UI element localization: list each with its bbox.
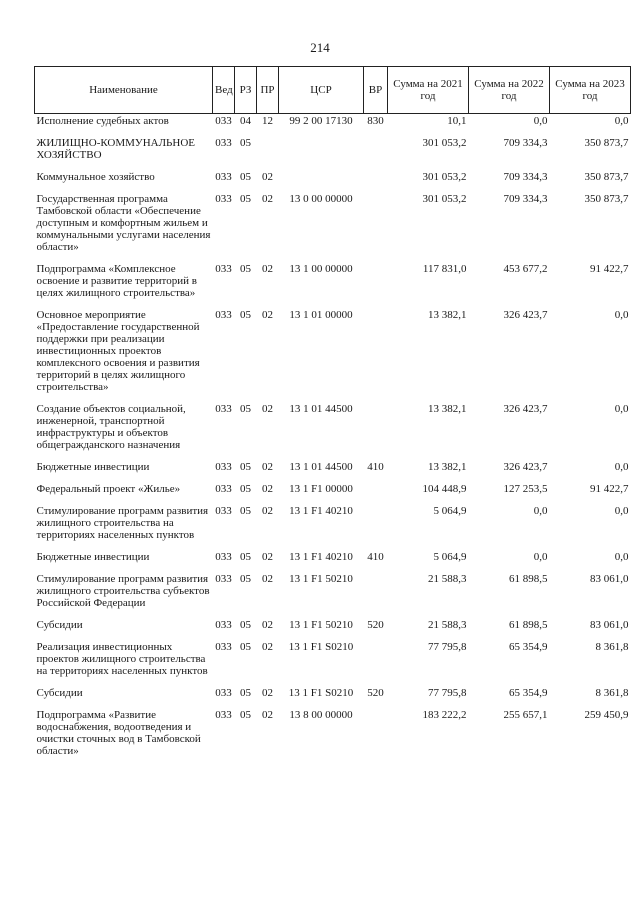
row-spacer	[35, 162, 631, 170]
row-sum-2021: 77 795,8	[428, 687, 467, 699]
row-sum-2023: 0,0	[614, 551, 629, 563]
row-rz: 05	[240, 687, 251, 699]
row-spacer-cell	[35, 184, 631, 192]
row-sum-2022: 326 423,7	[503, 309, 548, 321]
row-ved: 033	[215, 687, 232, 699]
row-csr: 13 1 F1 40210	[289, 551, 353, 563]
row-sum-2023: 350 873,7	[584, 193, 629, 205]
row-spacer	[35, 300, 631, 308]
row-pr: 02	[262, 505, 273, 517]
row-spacer	[35, 678, 631, 686]
table-row	[35, 708, 631, 758]
row-vr: 410	[367, 461, 384, 473]
row-vr	[364, 192, 388, 254]
row-spacer	[35, 394, 631, 402]
row-name: Коммунальное хозяйство	[36, 171, 155, 183]
row-sum-2021: 21 588,3	[428, 573, 467, 585]
row-name: Основное мероприятие «Предоставление государственной поддержки при реализации инвестиционных проектов комплексного освоения и развития территорий в целях жилищного строительства»	[36, 309, 200, 393]
row-name: Стимулирование программ развития жилищного строительства субъектов Российской Федерации	[36, 573, 210, 609]
table-row	[35, 402, 631, 452]
row-rz: 05	[240, 573, 251, 585]
row-sum-2021: 77 795,8	[428, 641, 467, 653]
row-vr: 520	[367, 619, 384, 631]
row-ved: 033	[215, 573, 232, 585]
row-spacer	[35, 474, 631, 482]
row-spacer-cell	[35, 758, 631, 766]
row-sum-2022: 65 354,9	[509, 641, 548, 653]
row-ved: 033	[215, 551, 232, 563]
row-rz: 05	[240, 709, 251, 721]
row-name: Создание объектов социальной, инженерной, транспортной инфраструктуры и объектов общегражданского назначения	[36, 403, 186, 451]
row-sum-2021: 301 053,2	[422, 137, 467, 149]
row-sum-2021: 104 448,9	[422, 483, 467, 495]
row-sum-2023: 0,0	[614, 403, 629, 415]
row-csr: 13 1 F1 50210	[289, 619, 353, 631]
row-name: Бюджетные инвестиции	[36, 551, 150, 563]
row-sum-2022: 709 334,3	[503, 171, 548, 183]
row-ved: 033	[215, 193, 232, 205]
row-csr: 13 1 F1 00000	[289, 483, 353, 495]
row-name: Исполнение судебных актов	[36, 115, 169, 127]
row-csr: 13 8 00 00000	[289, 709, 353, 721]
row-pr	[257, 136, 279, 162]
row-rz: 05	[240, 505, 251, 517]
row-vr	[364, 170, 388, 184]
row-ved: 033	[215, 403, 232, 415]
row-name: Федеральный проект «Жилье»	[36, 483, 181, 495]
row-sum-2021: 183 222,2	[422, 709, 467, 721]
row-csr: 99 2 00 17130	[289, 115, 353, 127]
row-vr	[364, 640, 388, 678]
table-row	[35, 308, 631, 394]
row-sum-2023: 8 361,8	[595, 687, 629, 699]
row-sum-2023: 259 450,9	[584, 709, 629, 721]
row-spacer	[35, 542, 631, 550]
table-header	[35, 67, 631, 114]
row-rz: 05	[240, 193, 251, 205]
row-ved: 033	[215, 309, 232, 321]
budget-table	[34, 66, 631, 766]
header-ved: Вед	[213, 67, 235, 114]
row-spacer	[35, 254, 631, 262]
row-ved: 033	[215, 483, 232, 495]
row-rz: 05	[240, 137, 251, 149]
header-sum-2021: Сумма на 2021 год	[388, 67, 469, 114]
header-vr: ВР	[364, 67, 388, 114]
row-sum-2021: 21 588,3	[428, 619, 467, 631]
row-ved: 033	[215, 709, 232, 721]
row-spacer-cell	[35, 254, 631, 262]
row-csr: 13 1 F1 S0210	[288, 687, 354, 699]
row-ved: 033	[215, 461, 232, 473]
table-row	[35, 640, 631, 678]
row-rz: 04	[240, 115, 251, 127]
row-pr: 02	[262, 551, 273, 563]
row-rz: 05	[240, 403, 251, 415]
row-spacer-cell	[35, 128, 631, 136]
table-row	[35, 192, 631, 254]
row-sum-2023: 8 361,8	[595, 641, 629, 653]
row-spacer-cell	[35, 564, 631, 572]
row-sum-2022: 65 354,9	[509, 687, 548, 699]
table-row	[35, 572, 631, 610]
row-spacer	[35, 496, 631, 504]
row-name: Реализация инвестиционных проектов жилищного строительства на территориях населенных пунктов	[36, 641, 208, 677]
row-vr	[364, 482, 388, 496]
row-vr	[364, 262, 388, 300]
row-csr	[279, 136, 364, 162]
row-pr: 02	[262, 573, 273, 585]
row-pr: 02	[262, 619, 273, 631]
row-ved: 033	[215, 137, 232, 149]
row-pr: 02	[262, 709, 273, 721]
header-pr: ПР	[257, 67, 279, 114]
table-row	[35, 686, 631, 700]
row-pr: 02	[262, 641, 273, 653]
row-sum-2022: 453 677,2	[503, 263, 548, 275]
row-sum-2023: 83 061,0	[590, 619, 629, 631]
row-vr: 410	[367, 551, 384, 563]
row-pr: 02	[262, 171, 273, 183]
row-ved: 033	[215, 115, 232, 127]
row-sum-2022: 0,0	[533, 115, 548, 127]
row-csr: 13 0 00 00000	[289, 193, 353, 205]
row-rz: 05	[240, 309, 251, 321]
row-sum-2023: 0,0	[614, 309, 629, 321]
row-vr	[364, 136, 388, 162]
table-row	[35, 460, 631, 474]
row-vr: 520	[367, 687, 384, 699]
table-row	[35, 170, 631, 184]
row-spacer	[35, 128, 631, 136]
row-sum-2021: 13 382,1	[428, 309, 467, 321]
row-spacer-cell	[35, 300, 631, 308]
row-sum-2023: 91 422,7	[590, 483, 629, 495]
row-sum-2023: 350 873,7	[584, 171, 629, 183]
row-sum-2023: 350 873,7	[584, 137, 629, 149]
table-row	[35, 136, 631, 162]
row-rz: 05	[240, 551, 251, 563]
row-csr: 13 1 00 00000	[289, 263, 353, 275]
row-sum-2022: 61 898,5	[509, 619, 548, 631]
header-sum-2023: Сумма на 2023 год	[550, 67, 631, 114]
row-vr	[364, 504, 388, 542]
row-spacer-cell	[35, 394, 631, 402]
row-rz: 05	[240, 263, 251, 275]
row-csr: 13 1 01 44500	[289, 403, 353, 415]
row-spacer-cell	[35, 474, 631, 482]
row-pr: 02	[262, 193, 273, 205]
row-pr: 12	[262, 115, 273, 127]
row-name: Бюджетные инвестиции	[36, 461, 150, 473]
table-row	[35, 618, 631, 632]
row-csr: 13 1 F1 S0210	[288, 641, 354, 653]
row-csr: 13 1 F1 50210	[289, 573, 353, 585]
row-sum-2023: 91 422,7	[590, 263, 629, 275]
row-spacer-cell	[35, 162, 631, 170]
row-sum-2023: 0,0	[614, 461, 629, 473]
row-name: ЖИЛИЩНО-КОММУНАЛЬНОЕ ХОЗЯЙСТВО	[36, 137, 195, 161]
row-spacer	[35, 564, 631, 572]
header-rz: РЗ	[235, 67, 257, 114]
page-number: 214	[310, 40, 330, 55]
row-rz: 05	[240, 641, 251, 653]
header-sum-2022: Сумма на 2022 год	[469, 67, 550, 114]
row-rz: 05	[240, 461, 251, 473]
row-sum-2022: 0,0	[533, 505, 548, 517]
table-row	[35, 262, 631, 300]
row-spacer-cell	[35, 678, 631, 686]
row-sum-2022: 709 334,3	[503, 193, 548, 205]
row-sum-2021: 5 064,9	[433, 505, 467, 517]
row-spacer-cell	[35, 496, 631, 504]
row-sum-2021: 13 382,1	[428, 403, 467, 415]
row-ved: 033	[215, 641, 232, 653]
row-vr	[364, 402, 388, 452]
header-csr: ЦСР	[279, 67, 364, 114]
row-sum-2021: 10,1	[447, 115, 467, 127]
row-pr: 02	[262, 483, 273, 495]
row-sum-2022: 326 423,7	[503, 461, 548, 473]
row-csr: 13 1 F1 40210	[289, 505, 353, 517]
header-name: Наименование	[35, 67, 213, 114]
row-ved: 033	[215, 505, 232, 517]
row-sum-2023: 83 061,0	[590, 573, 629, 585]
table-row	[35, 114, 631, 129]
row-ved: 033	[215, 263, 232, 275]
row-sum-2021: 301 053,2	[422, 171, 467, 183]
row-name: Подпрограмма «Развитие водоснабжения, водоотведения и очистки сточных вод в Тамбовской области»	[36, 709, 201, 757]
row-vr: 830	[367, 115, 384, 127]
row-sum-2022: 709 334,3	[503, 137, 548, 149]
row-pr: 02	[262, 263, 273, 275]
row-name: Субсидии	[36, 687, 83, 699]
row-spacer-cell	[35, 700, 631, 708]
row-sum-2023: 0,0	[614, 115, 629, 127]
row-sum-2023: 0,0	[614, 505, 629, 517]
row-pr: 02	[262, 403, 273, 415]
row-rz: 05	[240, 483, 251, 495]
row-name: Субсидии	[36, 619, 83, 631]
row-name: Государственная программа Тамбовской области «Обеспечение доступным и комфортным жильем и коммунальными услугами населения области»	[36, 193, 211, 253]
table-row	[35, 504, 631, 542]
row-spacer-cell	[35, 632, 631, 640]
row-spacer	[35, 700, 631, 708]
row-vr	[364, 572, 388, 610]
row-spacer-cell	[35, 542, 631, 550]
row-sum-2022: 127 253,5	[503, 483, 548, 495]
row-sum-2022: 255 657,1	[503, 709, 548, 721]
row-ved: 033	[215, 619, 232, 631]
row-spacer	[35, 610, 631, 618]
row-sum-2021: 117 831,0	[422, 263, 467, 275]
row-spacer	[35, 184, 631, 192]
table-row	[35, 550, 631, 564]
row-rz: 05	[240, 171, 251, 183]
row-csr	[279, 170, 364, 184]
row-sum-2021: 13 382,1	[428, 461, 467, 473]
row-spacer	[35, 452, 631, 460]
row-sum-2021: 5 064,9	[433, 551, 467, 563]
row-spacer-cell	[35, 610, 631, 618]
row-csr: 13 1 01 44500	[289, 461, 353, 473]
row-sum-2022: 0,0	[533, 551, 548, 563]
row-name: Стимулирование программ развития жилищного строительства на территориях населенных пунктов	[36, 505, 209, 541]
table-row	[35, 482, 631, 496]
row-csr: 13 1 01 00000	[289, 309, 353, 321]
row-spacer-cell	[35, 452, 631, 460]
row-sum-2022: 326 423,7	[503, 403, 548, 415]
row-vr	[364, 308, 388, 394]
table-body	[35, 114, 631, 767]
row-ved: 033	[215, 171, 232, 183]
row-spacer	[35, 632, 631, 640]
row-name: Подпрограмма «Комплексное освоение и развитие территорий в целях жилищного строительства»	[36, 263, 197, 299]
row-vr	[364, 708, 388, 758]
row-pr: 02	[262, 687, 273, 699]
row-spacer	[35, 758, 631, 766]
row-pr: 02	[262, 309, 273, 321]
row-rz: 05	[240, 619, 251, 631]
row-pr: 02	[262, 461, 273, 473]
row-sum-2021: 301 053,2	[422, 193, 467, 205]
row-sum-2022: 61 898,5	[509, 573, 548, 585]
